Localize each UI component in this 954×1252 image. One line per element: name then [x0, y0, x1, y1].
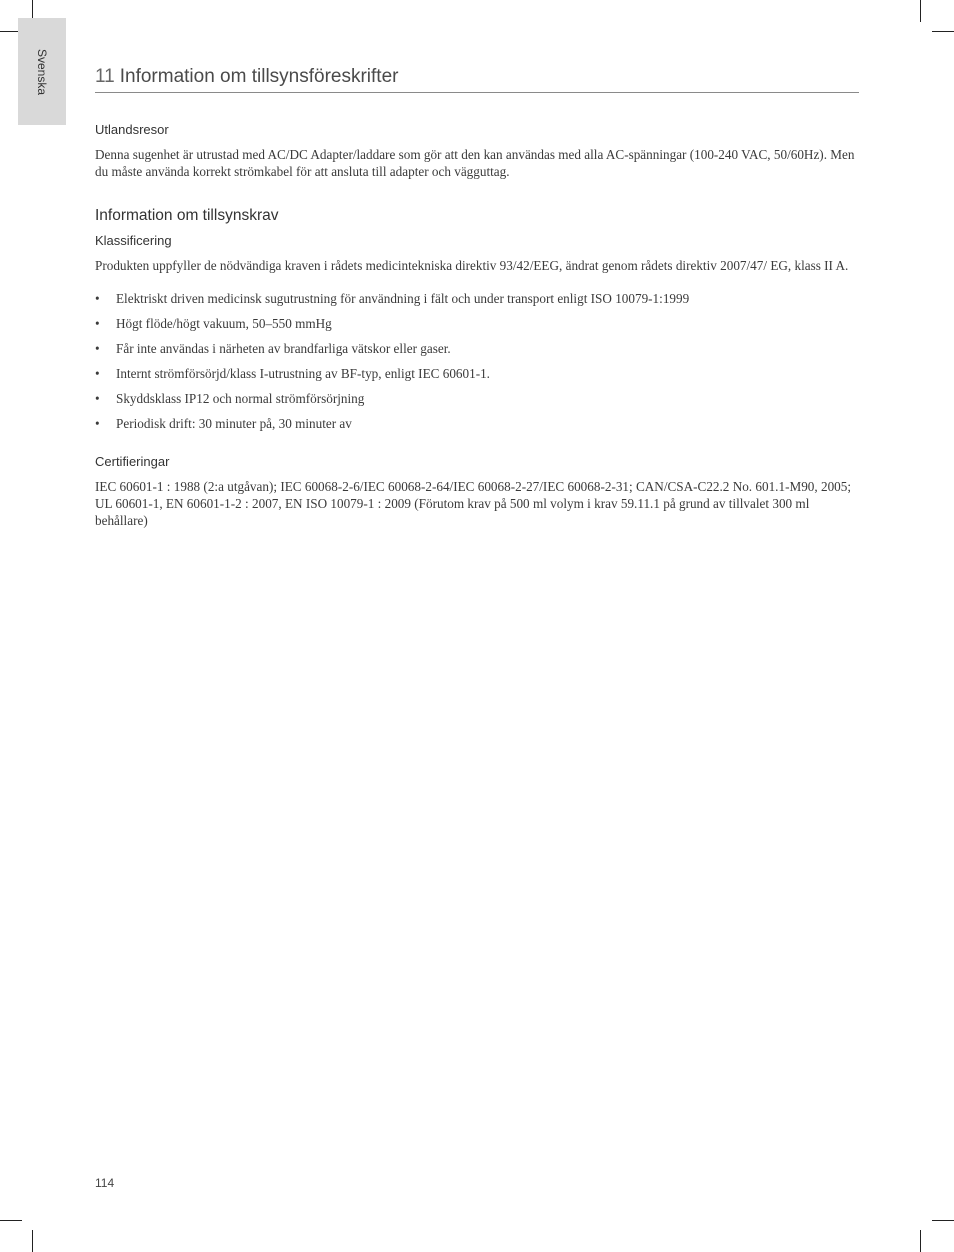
list-item-text: Skyddsklass IP12 och normal strömförsörjning — [116, 391, 365, 406]
bullet-icon: • — [95, 316, 100, 331]
list-item — [95, 415, 859, 432]
list-item — [95, 390, 859, 407]
list-item — [95, 365, 859, 382]
language-tab-label: Svenska — [35, 48, 49, 95]
list-item-text: Internt strömförsörjd/klass I-utrustning av BF-typ, enligt IEC 60601-1. — [116, 366, 490, 381]
crop-mark — [932, 1220, 954, 1221]
klassificering-paragraph: Produkten uppfyller de nödvändiga kraven i rådets medicintekniska direktiv 93/42/EEG, ändrat genom rådets direktiv 2007/47/ EG, klass II A. — [95, 258, 849, 273]
utlandsresor-paragraph: Denna sugenhet är utrustad med AC/DC Adapter/laddare som gör att den kan användas med alla AC-spänningar (100-240 VAC, 50/60Hz). Men du måste använda korrekt strömkabel för att ansluta till adapter och vägguttag. — [95, 147, 855, 179]
chapter-number: 11 — [95, 66, 115, 87]
list-item-text: Får inte användas i närheten av brandfarliga vätskor eller gaser. — [116, 341, 451, 356]
list-item-text: Högt flöde/högt vakuum, 50–550 mmHg — [116, 316, 332, 331]
klassificering-list — [95, 290, 859, 432]
page-content — [95, 122, 859, 529]
crop-mark — [932, 31, 954, 32]
bullet-icon: • — [95, 366, 100, 381]
subheading-klassificering: Klassificering — [95, 233, 172, 248]
list-item — [95, 340, 859, 357]
subheading-certifieringar: Certifieringar — [95, 454, 170, 469]
chapter-title — [95, 66, 859, 93]
list-item-text: Periodisk drift: 30 minuter på, 30 minuter av — [116, 416, 352, 431]
crop-mark — [920, 0, 921, 22]
certifieringar-paragraph: IEC 60601-1 : 1988 (2:a utgåvan); IEC 60068-2-6/IEC 60068-2-64/IEC 60068-2-27/IEC 60068-2-31; CAN/CSA-C22.2 No. 601.1-M90, 2005; UL 60601-1, EN 60601-1-2 : 2007, EN ISO 10079-1 : 2009 (Förutom krav på 500 ml volym i krav 59.11.1 på grund av tillvalet 300 ml behållare) — [95, 479, 852, 528]
page-number: 114 — [95, 1176, 115, 1190]
list-item-text: Elektriskt driven medicinsk sugutrustning för användning i fält och under transport enligt ISO 10079-1:1999 — [116, 291, 690, 306]
language-tab — [18, 18, 66, 125]
list-item — [95, 315, 859, 332]
section-heading-utlandsresor: Utlandsresor — [95, 122, 169, 137]
crop-mark — [920, 1230, 921, 1252]
bullet-icon: • — [95, 291, 100, 306]
crop-mark — [0, 1220, 22, 1221]
bullet-icon: • — [95, 416, 100, 431]
bullet-icon: • — [95, 341, 100, 356]
bullet-icon: • — [95, 391, 100, 406]
list-item — [95, 290, 859, 307]
section-heading-tillsynskrav: Information om tillsynskrav — [95, 207, 279, 224]
chapter-title-text: Information om tillsynsföreskrifter — [119, 66, 399, 87]
crop-mark — [32, 1230, 33, 1252]
